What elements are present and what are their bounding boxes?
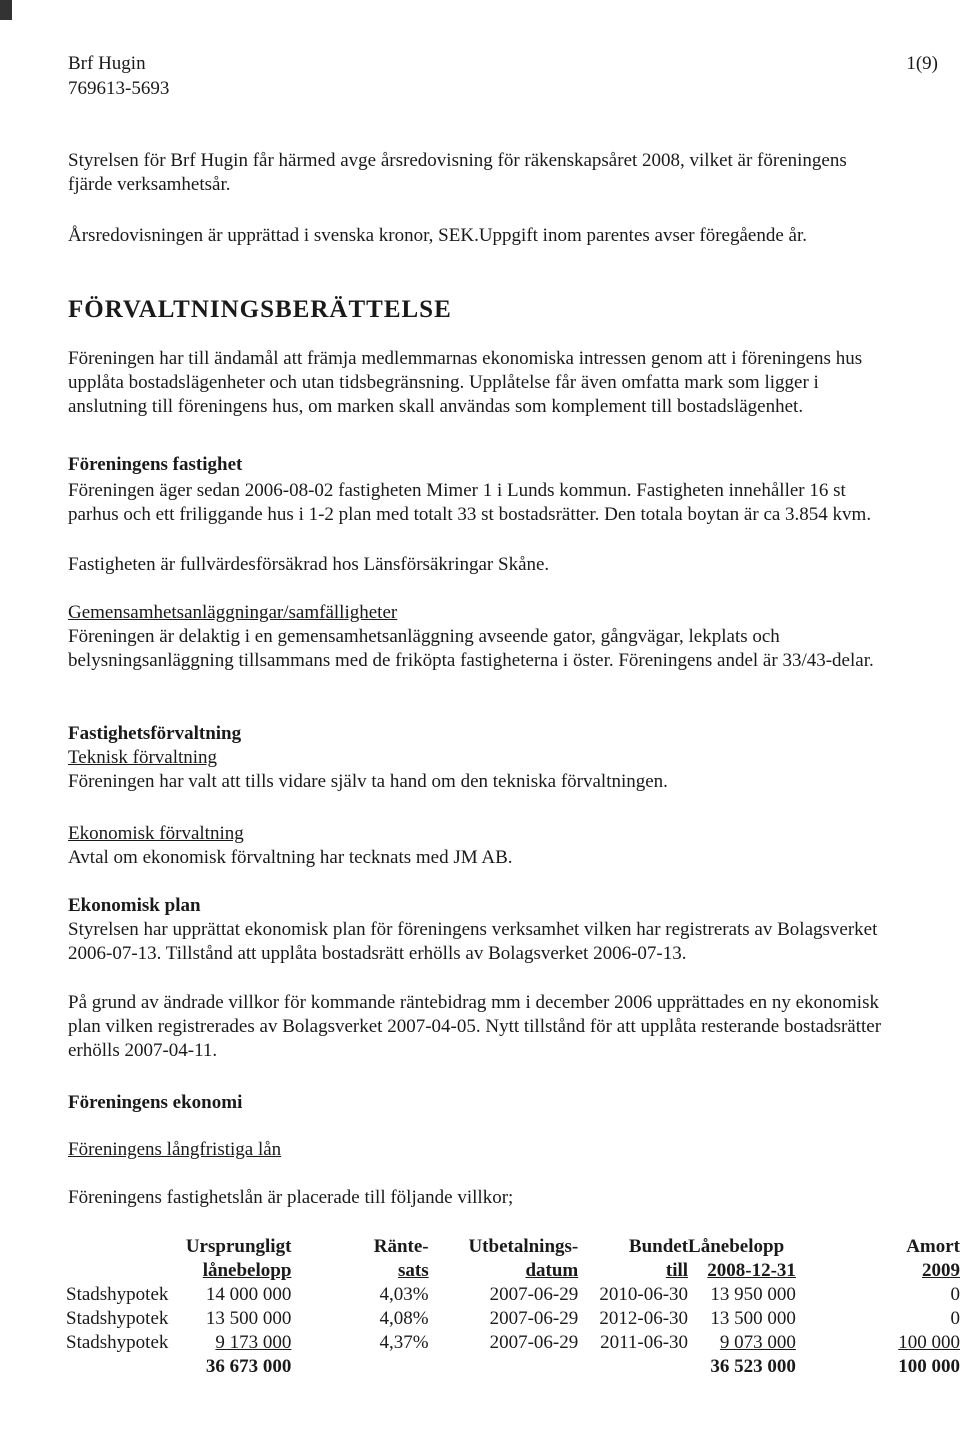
property-paragraph <box>68 479 953 527</box>
cell-rate: 4,37% <box>379 1332 429 1353</box>
col-subheader-paid: datum <box>525 1260 579 1281</box>
joint-heading: Gemensamhetsanläggningar/samfälligheter <box>68 602 398 623</box>
property-heading: Föreningens fastighet <box>68 454 243 475</box>
cell-original: 14 000 000 <box>205 1284 292 1305</box>
intro-line-2: fjärde verksamhetsår. <box>68 174 231 195</box>
cell-balance: 13 500 000 <box>710 1308 796 1329</box>
plan-heading: Ekonomisk plan <box>68 895 201 916</box>
technical-text: Föreningen har valt att tills vidare själv ta hand om den tekniska förvaltningen. <box>68 771 668 792</box>
technical-heading: Teknisk förvaltning <box>68 747 218 768</box>
cell-paid: 2007-06-29 <box>489 1308 579 1329</box>
insurance-note: Fastigheten är fullvärdesförsäkrad hos Länsförsäkringar Skåne. <box>68 554 550 575</box>
total-amort: 100 000 <box>898 1356 960 1377</box>
property-line-2: parhus och ett friliggande hus i 1-2 plan med totalt 33 st bostadsrätter. Den totala boytan är ca 3.854 kvm. <box>68 504 872 525</box>
col-header-paid: Utbetalnings- <box>468 1236 579 1257</box>
plan-line-1: Styrelsen har upprättat ekonomisk plan för föreningens verksamhet vilken har registrerats av Bolagsverket <box>68 919 878 940</box>
table-total-row <box>66 1355 960 1379</box>
loans-intro: Föreningens fastighetslån är placerade till följande villkor; <box>68 1187 514 1208</box>
plan-line-3: På grund av ändrade villkor för kommande räntebidrag mm i december 2006 upprättades en ny ekonomisk <box>68 992 879 1013</box>
cell-bound: 2010-06-30 <box>599 1284 689 1305</box>
purpose-paragraph <box>68 347 953 419</box>
joint-paragraph <box>68 625 953 673</box>
cell-rate: 4,08% <box>379 1308 429 1329</box>
cell-original: 9 173 000 <box>215 1332 292 1353</box>
cell-bound: 2012-06-30 <box>599 1308 689 1329</box>
plan-line-4: plan vilken registrerades av Bolagsverket 2007-04-05. Nytt tillstånd för att upplåta resterande bostadsrätter <box>68 1016 882 1037</box>
cell-original: 13 500 000 <box>205 1308 292 1329</box>
cell-lender: Stadshypotek <box>66 1308 169 1329</box>
header-org-number: 769613-5693 <box>68 78 170 99</box>
property-line-1: Föreningen äger sedan 2006-08-02 fastigheten Mimer 1 i Lunds kommun. Fastigheten innehåller 16 st <box>68 480 846 501</box>
col-subheader-rate: sats <box>398 1260 429 1281</box>
cell-paid: 2007-06-29 <box>489 1284 579 1305</box>
economy-heading: Föreningens ekonomi <box>68 1092 243 1113</box>
col-header-balance: Lånebelopp <box>688 1236 785 1257</box>
col-header-original: Ursprungligt <box>185 1236 292 1257</box>
cell-lender: Stadshypotek <box>66 1332 169 1353</box>
table-row <box>66 1331 960 1355</box>
economic-text: Avtal om ekonomisk förvaltning har tecknats med JM AB. <box>68 847 513 868</box>
total-balance: 36 523 000 <box>710 1356 796 1377</box>
table-row <box>66 1307 960 1331</box>
purpose-line-2: upplåta bostadslägenheter och utan tidsbegränsning. Upplåtelse får även omfatta mark som ligger i <box>68 372 819 393</box>
joint-line-1: Föreningen är delaktig i en gemensamhetsanläggning avseende gator, gångvägar, lekplats och <box>68 626 780 647</box>
cell-bound: 2011-06-30 <box>600 1332 689 1353</box>
col-subheader-amort: 2009 <box>922 1260 960 1281</box>
header-org-name: Brf Hugin <box>68 53 146 74</box>
table-header-row-2 <box>66 1259 960 1283</box>
intro-line-1: Styrelsen för Brf Hugin får härmed avge årsredovisning för räkenskapsåret 2008, vilket är föreningens <box>68 150 847 171</box>
plan-paragraph-2 <box>68 991 953 1063</box>
page-number: 1(9) <box>906 53 938 74</box>
page-title: FÖRVALTNINGSBERÄTTELSE <box>68 296 452 323</box>
loans-heading: Föreningens långfristiga lån <box>68 1139 282 1160</box>
cell-balance: 13 950 000 <box>710 1284 796 1305</box>
col-header-rate: Ränte- <box>373 1236 429 1257</box>
intro-paragraph <box>68 149 953 197</box>
plan-paragraph-1 <box>68 918 953 966</box>
plan-line-5: erhölls 2007-04-11. <box>68 1040 218 1061</box>
plan-line-2: 2006-07-13. Tillstånd att upplåta bostadsrätt erhölls av Bolagsverket 2006-07-13. <box>68 943 687 964</box>
col-subheader-original: lånebelopp <box>202 1260 292 1281</box>
cell-amort: 0 <box>950 1284 960 1305</box>
cell-paid: 2007-06-29 <box>489 1332 579 1353</box>
currency-note: Årsredovisningen är upprättad i svenska kronor, SEK.Uppgift inom parentes avser föregående år. <box>68 225 807 246</box>
scan-edge-mark <box>0 0 12 20</box>
cell-lender: Stadshypotek <box>66 1284 169 1305</box>
cell-amort: 100 000 <box>898 1332 960 1353</box>
management-heading: Fastighetsförvaltning <box>68 723 242 744</box>
joint-line-2: belysningsanläggning tillsammans med de friköpta fastigheterna i öster. Föreningens andel är 33/43-delar. <box>68 650 874 671</box>
purpose-line-3: anslutning till föreningens hus, om marken skall användas som komplement till bostadslägenhet. <box>68 396 804 417</box>
total-original: 36 673 000 <box>205 1356 292 1377</box>
cell-amort: 0 <box>950 1308 960 1329</box>
col-subheader-bound: till <box>665 1260 689 1281</box>
economic-heading: Ekonomisk förvaltning <box>68 823 244 844</box>
cell-rate: 4,03% <box>379 1284 429 1305</box>
col-header-amort: Amort <box>906 1236 960 1257</box>
purpose-line-1: Föreningen har till ändamål att främja medlemmarnas ekonomiska intressen genom att i föreningens hus <box>68 348 863 369</box>
col-subheader-balance: 2008-12-31 <box>707 1260 796 1281</box>
table-row <box>66 1283 960 1307</box>
loan-table <box>66 1235 960 1379</box>
col-header-bound: Bundet <box>628 1236 689 1257</box>
table-header-row-1 <box>66 1235 960 1259</box>
cell-balance: 9 073 000 <box>719 1332 796 1353</box>
